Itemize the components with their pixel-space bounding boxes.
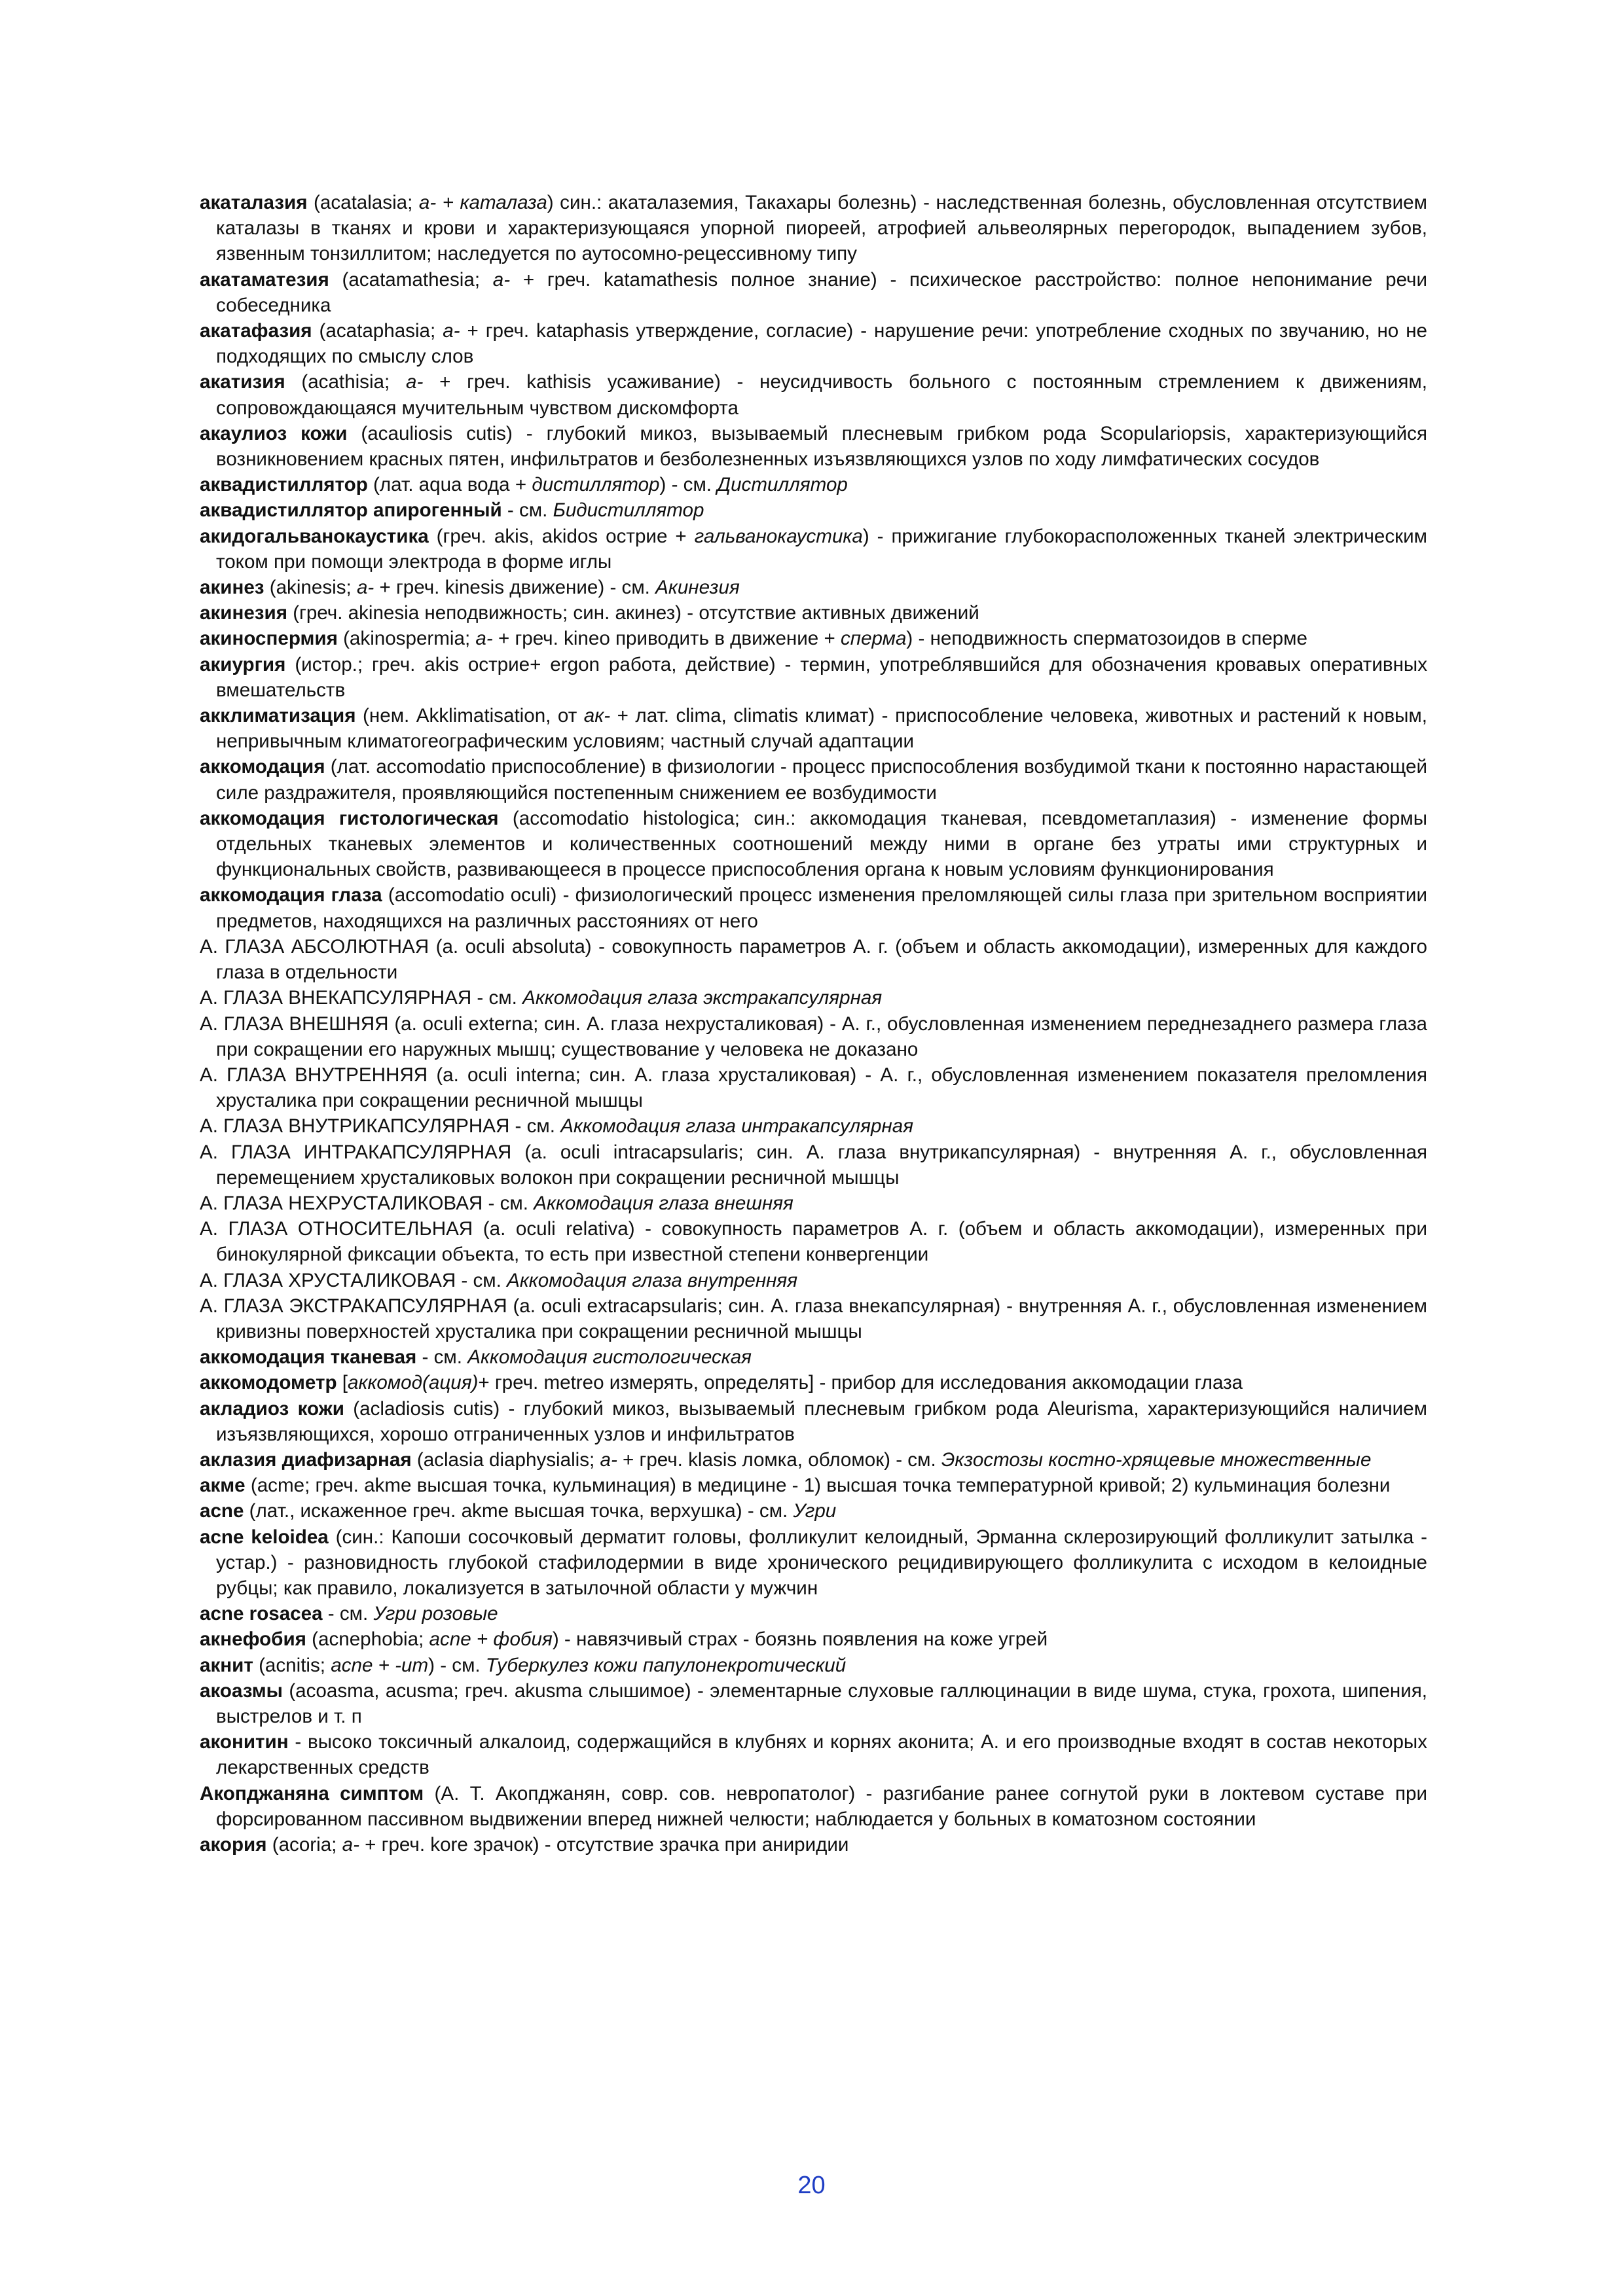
entry-text: (син.: Капоши сосочковый дерматит головы, фолликулит келоидный, Эрманна склерозирующий фолликулит затылка - устар.) - разновидность глубокой стафилодермии в виде хронического рецидивирующего фолликулита с исходом в келоидные рубцы; как правило, локализуется в затылочной области у мужчин xyxy=(216,1526,1427,1599)
page-number: 20 xyxy=(797,2172,826,2199)
entry-term: акклиматизация xyxy=(200,705,356,727)
entry-italic-text: acne + -ит xyxy=(331,1654,429,1676)
entry-text: (acatamathesia; xyxy=(329,268,493,291)
entry-term: acne rosacea xyxy=(200,1603,323,1625)
entry-text: - см. xyxy=(322,1603,374,1625)
entry-text: А. ГЛАЗА ИНТРАКАПСУЛЯРНАЯ (a. oculi intracapsularis; син. А. глаза внутрикапсулярная) - внутренняя А. г., обусловленная перемещением хрусталиковых волокон при сокращении ресничной мышцы xyxy=(200,1141,1427,1189)
entry-text: А. ГЛАЗА АБСОЛЮТНАЯ (a. oculi absoluta) - совокупность параметров А. г. (объем и область аккомодации), измеренных для каждого глаза в отдельности xyxy=(200,935,1427,984)
entry-text: + греч. kataphasis утверждение, согласие) - нарушение речи: употребление сходных по звучанию, но не подходящих по смыслу слов xyxy=(216,320,1428,368)
entry-text: (acme; греч. akme высшая точка, кульминация) в медицине - 1) высшая точка температурной кривой; 2) кульминация болезни xyxy=(245,1475,1391,1497)
dictionary-entry xyxy=(200,600,1427,626)
entry-text: + греч. katamathesis полное знание) - психическое расстройство: полное непонимание речи собеседника xyxy=(216,268,1427,316)
entry-text: А. ГЛАЗА ОТНОСИТЕЛЬНАЯ (a. oculi relativa) - совокупность параметров А. г. (объем и область аккомодации), измеренных при бинокулярной фиксации объекта, то есть при известной степени конвергенции xyxy=(200,1218,1427,1266)
entry-term: аквадистиллятор xyxy=(200,474,368,496)
dictionary-entry xyxy=(200,1216,1427,1267)
entry-italic-text: ак- xyxy=(583,705,611,727)
entry-text: (греч. akinesia неподвижность; син. акинез) - отсутствие активных движений xyxy=(287,602,979,624)
entry-term: акория xyxy=(200,1834,267,1856)
entry-text: (истор.; греч. akis острие+ ergon работа, действие) - термин, употреблявшийся для обозначения кровавых оперативных вмешательств xyxy=(216,653,1427,701)
entry-italic-text: Угри розовые xyxy=(373,1603,498,1625)
entry-term: акинезия xyxy=(200,602,287,624)
dictionary-entry xyxy=(200,1498,1427,1524)
dictionary-entry xyxy=(200,1473,1427,1498)
entry-italic-text: Акинезия xyxy=(655,577,740,599)
entry-text: (acauliosis cutis) - глубокий микоз, вызываемый плесневым грибком рода Scopulariopsis, характеризующийся возникновением красных пятен, инфильтратов и безболезненных изъязвляющихся узлов по ходу лимфатических сосудов xyxy=(216,422,1427,471)
entry-term: Акопджаняна симптом xyxy=(200,1782,424,1804)
dictionary-entry xyxy=(200,575,1427,600)
entry-text: (лат. accomodatio приспособление) в физиологии - процесс приспособления возбудимой ткани к постоянно нарастающей силе раздражителя, проявляющийся постепенным снижением ее возбудимости xyxy=(216,756,1427,804)
dictionary-entry xyxy=(200,985,1427,1011)
entry-text: А. ГЛАЗА ЭКСТРАКАПСУЛЯРНАЯ (a. oculi extracapsularis; син. А. глаза внекапсулярная) - внутренняя А. г., обусловленная изменением кривизны поверхностей хрусталика при сокращении ресничной мышцы xyxy=(200,1295,1427,1342)
entry-text: (aclasia diaphysialis; xyxy=(411,1448,600,1471)
dictionary-entry xyxy=(200,1626,1427,1652)
entry-text: + греч. klasis ломка, обломок) - см. xyxy=(617,1448,941,1471)
dictionary-entry xyxy=(200,1524,1427,1602)
entry-italic-text: а- xyxy=(356,577,374,599)
entry-text: ) - см. xyxy=(659,474,718,496)
dictionary-entry xyxy=(200,1113,1427,1139)
entry-term: акатафазия xyxy=(200,320,312,342)
entry-term: аклазия диафизарная xyxy=(200,1448,412,1471)
entry-term: аккомодация xyxy=(200,756,325,778)
dictionary-entry xyxy=(200,1062,1427,1113)
entry-italic-text: а- xyxy=(342,1834,359,1856)
dictionary-entry xyxy=(200,497,1427,523)
entry-italic-text: а- xyxy=(406,371,424,393)
dictionary-entry xyxy=(200,703,1427,754)
entry-italic-text: а- xyxy=(443,320,460,342)
dictionary-entry xyxy=(200,1832,1427,1857)
entry-term: акнит xyxy=(200,1654,253,1676)
entry-italic-text: Аккомодация глаза внешняя xyxy=(534,1192,793,1214)
entry-italic-text: гальванокаустика xyxy=(694,525,863,547)
entry-text: (лат. aqua вода + xyxy=(367,474,532,496)
entry-term: акме xyxy=(200,1475,246,1497)
dictionary-entry xyxy=(200,1729,1427,1780)
entry-term: акиургия xyxy=(200,653,286,675)
dictionary-entry xyxy=(200,267,1427,318)
entry-term: акнефобия xyxy=(200,1628,306,1651)
dictionary-entry xyxy=(200,934,1427,985)
entry-italic-text: Дистиллятор xyxy=(717,474,848,496)
entry-term: акоазмы xyxy=(200,1679,283,1702)
entry-text: А. ГЛАЗА ХРУСТАЛИКОВАЯ - см. xyxy=(200,1269,507,1291)
entry-text: (acoasma, acusma; греч. akusma слышимое) - элементарные слуховые галлюцинации в виде шума, стука, грохота, шипения, выстрелов и т. п xyxy=(216,1679,1427,1727)
dictionary-entry xyxy=(200,1293,1427,1344)
entry-text: А. ГЛАЗА ВНУТРИКАПСУЛЯРНАЯ - см. xyxy=(200,1115,561,1138)
dictionary-entry xyxy=(200,1370,1427,1395)
entry-text: + греч. kore зрачок) - отсутствие зрачка при аниридии xyxy=(359,1834,849,1856)
entry-text: (лат., искаженное греч. akme высшая точка, верхушка) - см. xyxy=(244,1500,793,1522)
entry-text: (нем. Akklimatisation, от xyxy=(356,705,584,727)
dictionary-entry xyxy=(200,1344,1427,1370)
dictionary-entry xyxy=(200,626,1427,651)
dictionary-entry xyxy=(200,1601,1427,1626)
dictionary-entry xyxy=(200,1396,1427,1447)
entry-text: (acathisia; xyxy=(285,371,406,393)
entry-term: акатаматезия xyxy=(200,268,329,291)
entry-italic-text: Бидистиллятор xyxy=(553,499,704,522)
entry-text: + греч. kathisis усаживание) - неусидчивость больного с постоянным стремлением к движениям, сопровождающаяся мучительным чувством дискомфорта xyxy=(216,371,1427,419)
entry-italic-text: Туберкулез кожи папулонекротический xyxy=(485,1654,847,1676)
dictionary-entry xyxy=(200,1139,1427,1191)
entry-term: акиноспермия xyxy=(200,628,338,650)
entry-text: (acladiosis cutis) - глубокий микоз, вызываемый плесневым грибком рода Aleurisma, характеризующийся наличием изъязвляющихся, хорошо отграниченных узлов и инфильтратов xyxy=(216,1397,1427,1445)
dictionary-entry xyxy=(200,1268,1427,1293)
dictionary-entry xyxy=(200,1781,1427,1832)
entry-term: акаталазия xyxy=(200,192,308,213)
dictionary-entry xyxy=(200,1447,1427,1473)
entry-term: аккомодация тканевая xyxy=(200,1346,417,1369)
entry-text: А. ГЛАЗА ВНУТРЕННЯЯ (a. oculi interna; син. А. глаза хрусталиковая) - А. г., обусловленная изменением показателя преломления хрусталика при сокращении ресничной мышцы xyxy=(200,1064,1427,1112)
dictionary-entry xyxy=(200,754,1427,805)
entry-italic-text: Аккомодация глаза экстракапсулярная xyxy=(522,987,883,1009)
entry-italic-text: дистиллятор xyxy=(532,474,660,496)
dictionary-entry xyxy=(200,1678,1427,1729)
entry-text: + лат. clima, climatis климат) - приспособление человека, животных и растений к новым, непривычным климатогеографическим условиям; частный случай адаптации xyxy=(216,705,1427,753)
entry-text: (accomodatio oculi) - физиологический процесс изменения преломляющей силы глаза при зрительном восприятии предметов, находящихся на различных расстояниях от него xyxy=(216,884,1427,932)
entry-text: [ xyxy=(337,1372,348,1394)
entry-text: ) - навязчивый страх - боязнь появления на коже угрей xyxy=(552,1628,1048,1651)
entry-text: (acataphasia; xyxy=(312,320,443,342)
entry-term: аккомодация глаза xyxy=(200,884,382,906)
dictionary-entry xyxy=(200,1653,1427,1678)
entry-text: ) - см. xyxy=(428,1654,486,1676)
entry-term: акидогальванокаустика xyxy=(200,525,429,547)
entry-text: + греч. kineo приводить в движение + xyxy=(492,628,841,650)
entry-text: (accomodatio histologica; син.: аккомодация тканевая, псевдометаплазия) - изменение формы отдельных тканевых элементов и количественных соотношений между ними в органе без утраты ими структурных и функциональных свойств, развивающееся в процессе приспособления органа к новым условиям функционирования xyxy=(216,807,1427,881)
entry-text: ) - прижигание глубокорасположенных тканей электрическим током при помощи электрода в форме иглы xyxy=(216,525,1427,573)
entry-text: (acnitis; xyxy=(253,1654,331,1676)
dictionary-entry xyxy=(200,190,1427,267)
entry-term: аконитин xyxy=(200,1731,289,1753)
entry-term: акинез xyxy=(200,577,264,599)
entry-text: (А. Т. Акопджанян, совр. сов. невропатолог) - разгибание ранее согнутой руки в локтевом суставе при форсированном пассивном выдвижении вперед нижней челюсти; наблюдается у больных в коматозном состоянии xyxy=(216,1782,1427,1830)
entry-term: акладиоз кожи xyxy=(200,1397,344,1420)
entry-text: ) - неподвижность сперматозоидов в сперме xyxy=(906,628,1307,650)
dictionary-entry xyxy=(200,882,1427,933)
entry-text: (acoria; xyxy=(266,1834,342,1856)
entry-italic-text: Аккомодация глаза интракапсулярная xyxy=(560,1115,914,1138)
entry-italic-text: Аккомодация гистологическая xyxy=(467,1346,752,1369)
dictionary-entries xyxy=(200,190,1427,1857)
entry-italic-text: Угри xyxy=(793,1500,837,1522)
entry-text: А. ГЛАЗА НЕХРУСТАЛИКОВАЯ - см. xyxy=(200,1192,534,1214)
entry-text: ) син.: акаталаземия, Такахары болезнь) - наследственная болезнь, обусловленная отсутствием каталазы в тканях и крови и характеризующаяся упорной пиореей, атрофией альвеолярных перегородок, выпадением зубов, язвенным тонзиллитом; наследуется по аутосомно-рецессивному типу xyxy=(216,192,1427,265)
entry-text: А. ГЛАЗА ВНЕКАПСУЛЯРНАЯ - см. xyxy=(200,987,523,1009)
entry-italic-text: а- xyxy=(600,1448,617,1471)
entry-text: (akinospermia; xyxy=(337,628,476,650)
entry-italic-text: аккомод(ация) xyxy=(348,1372,479,1394)
entry-text: - высоко токсичный алкалоид, содержащийся в клубнях и корнях аконита; А. и его производные входят в состав некоторых лекарственных средств xyxy=(216,1731,1427,1779)
dictionary-entry xyxy=(200,806,1427,883)
dictionary-entry xyxy=(200,369,1427,420)
entry-text: (греч. akis, akidos острие + xyxy=(428,525,695,547)
entry-term: аккомодометр xyxy=(200,1372,337,1394)
entry-term: acne keloidea xyxy=(200,1526,329,1548)
entry-term: аквадистиллятор апирогенный xyxy=(200,499,502,522)
entry-italic-text: сперма xyxy=(841,628,907,650)
entry-term: акатизия xyxy=(200,371,285,393)
dictionary-entry xyxy=(200,652,1427,703)
entry-text: (akinesis; xyxy=(264,577,357,599)
entry-term: акаулиоз кожи xyxy=(200,422,348,444)
dictionary-entry xyxy=(200,318,1427,369)
entry-term: аккомодация гистологическая xyxy=(200,807,499,829)
entry-italic-text: acne + фобия xyxy=(429,1628,553,1651)
entry-italic-text: Аккомодация глаза внутренняя xyxy=(507,1269,798,1291)
entry-term: acne xyxy=(200,1500,244,1522)
entry-text: + греч. kinesis движение) - см. xyxy=(374,577,656,599)
dictionary-entry xyxy=(200,421,1427,472)
dictionary-entry xyxy=(200,472,1427,497)
entry-italic-text: а- + каталаза xyxy=(418,192,547,213)
entry-italic-text: а- xyxy=(475,628,493,650)
dictionary-entry xyxy=(200,1191,1427,1216)
entry-text: А. ГЛАЗА ВНЕШНЯЯ (a. oculi externa; син. А. глаза нехрусталиковая) - А. г., обусловленная изменением переднезаднего размера глаза при сокращении его наружных мышц; существование у человека не доказано xyxy=(200,1013,1427,1060)
dictionary-entry xyxy=(200,1011,1427,1062)
entry-text: + греч. metreo измерять, определять] - прибор для исследования аккомодации глаза xyxy=(478,1372,1243,1394)
entry-italic-text: а- xyxy=(492,268,511,291)
entry-text: - см. xyxy=(416,1346,468,1369)
entry-text: - см. xyxy=(501,499,553,522)
entry-italic-text: Экзостозы костно-хрящевые множественные xyxy=(941,1448,1372,1471)
dictionary-entry xyxy=(200,524,1427,575)
entry-text: (acatalasia; xyxy=(307,192,419,213)
entry-text: (acnephobia; xyxy=(306,1628,429,1651)
